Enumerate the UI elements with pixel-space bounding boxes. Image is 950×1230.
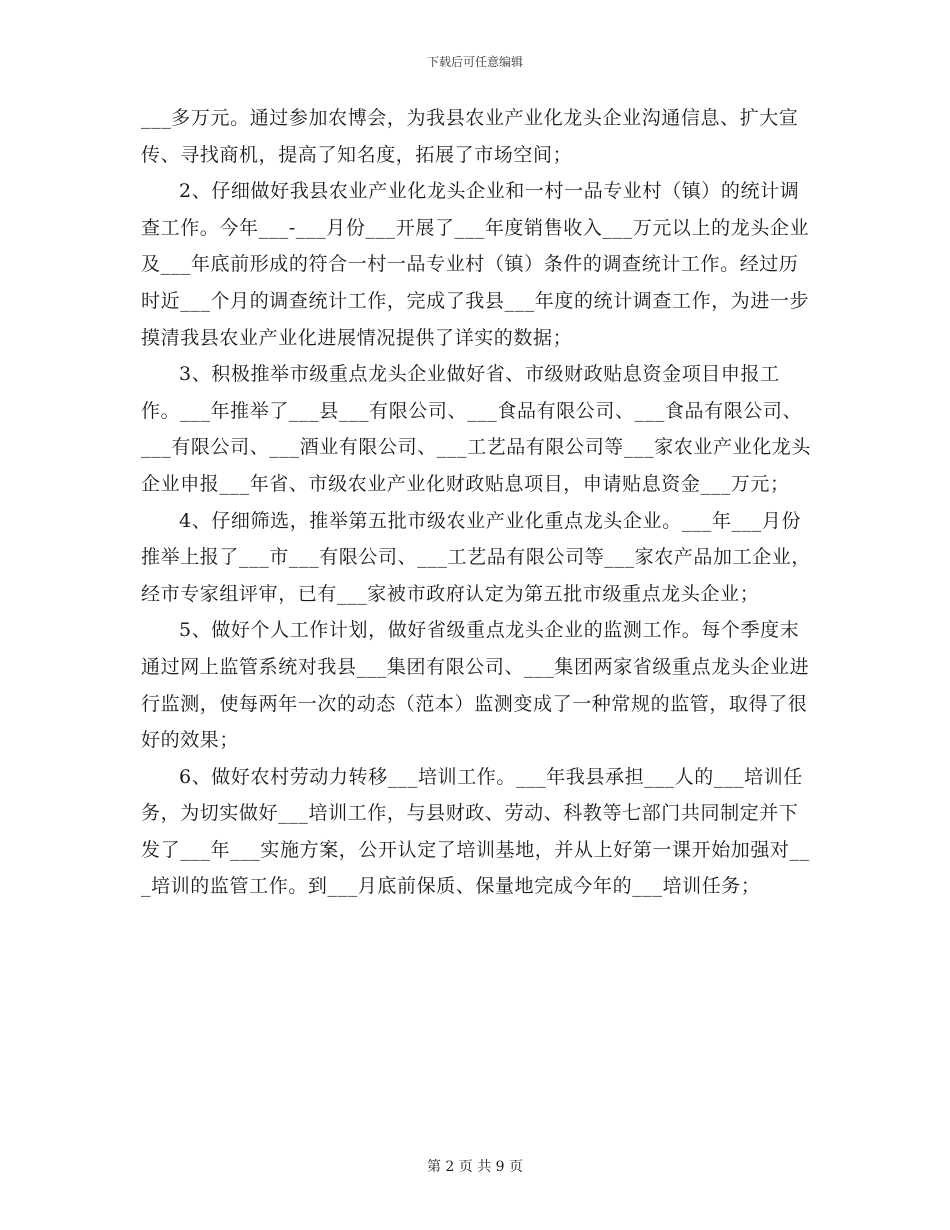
- paragraph-item-2: 2、仔细做好我县农业产业化龙头企业和一村一品专业村（镇）的统计调查工作。今年___-___月份___开展了___年度销售收入___万元以上的龙头企业及___年底前形成的符合一村一品专业村（镇）条件的调查统计工作。经过历时近___个月的调查统计工作，完成了我县___年度的统计调查工作，为进一步摸清我县农业产业化进展情况提供了详实的数据；: [141, 180, 810, 349]
- paragraph-continuation: ___多万元。通过参加农博会，为我县农业产业化龙头企业沟通信息、扩大宣传、寻找商机，提高了知名度，拓展了市场空间；: [141, 107, 799, 166]
- paragraph-item-6: 6、做好农村劳动力转移___培训工作。___年我县承担___人的___培训任务，为切实做好___培训工作，与县财政、劳动、科教等七部门共同制定并下发了___年___实施方案，公开认定了培训基地，并从上好第一课开始加强对___培训的监管工作。到___月底前保质、保量地完成今年的___培训任务；: [141, 765, 810, 898]
- paragraph-item-5: 5、做好个人工作计划，做好省级重点龙头企业的监测工作。每个季度末通过网上监管系统对我县___集团有限公司、___集团两家省级重点龙头企业进行监测，使每两年一次的动态（范本）监测变成了一种常规的监管，取得了很好的效果；: [141, 619, 810, 752]
- page-number: 第 2 页 共 9 页: [426, 1159, 524, 1175]
- page-header: 下载后可任意编辑: [426, 55, 523, 69]
- document-body: [141, 100, 811, 905]
- paragraph-item-3: 3、积极推举市级重点龙头企业做好省、市级财政贴息资金项目申报工作。___年推举了___县___有限公司、___食品有限公司、___食品有限公司、___有限公司、___酒业有限公司、___工艺品有限公司等___家农业产业化龙头企业申报___年省、市级农业产业化财政贴息项目，申请贴息资金___万元；: [141, 363, 812, 495]
- paragraph-item-4: 4、仔细筛选，推举第五批市级农业产业化重点龙头企业。___年___月份推举上报了___市___有限公司、___工艺品有限公司等___家农产品加工企业，经市专家组评审，已有___家被市政府认定为第五批市级重点龙头企业；: [141, 509, 812, 605]
